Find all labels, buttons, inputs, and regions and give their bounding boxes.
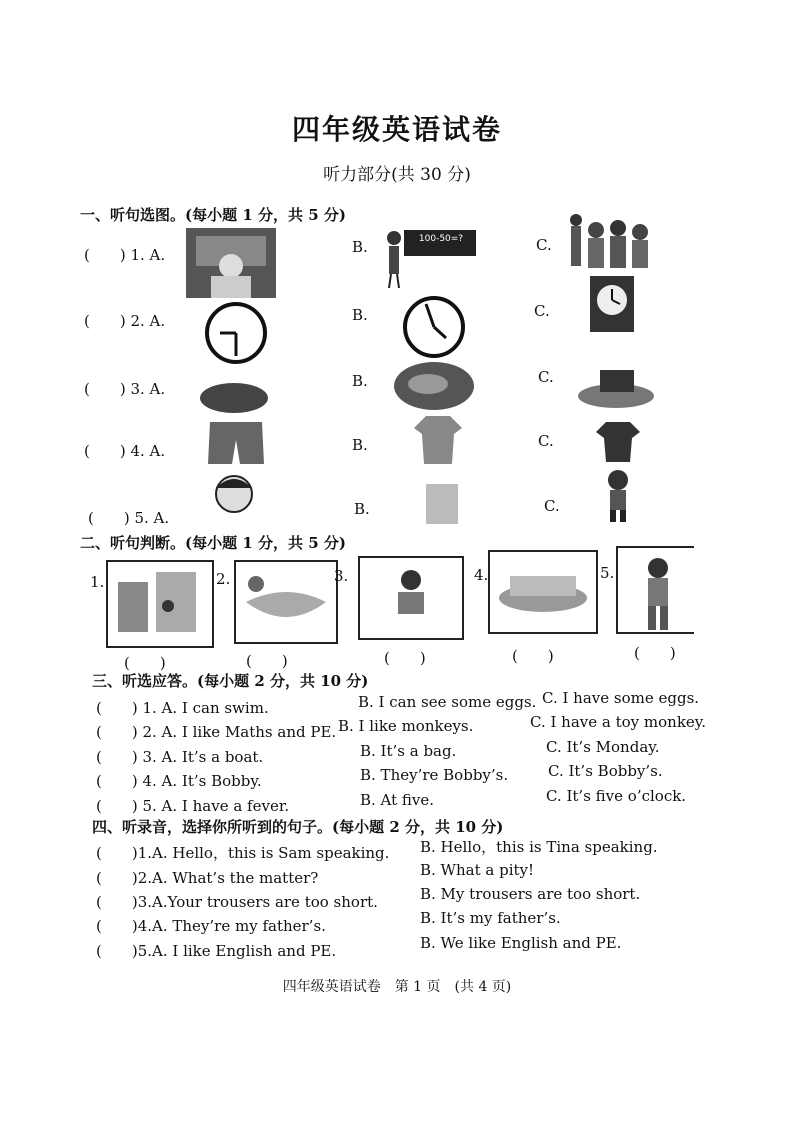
s3-q5-b: B. At five. [360, 791, 435, 809]
s2-item1-blank[interactable]: ( ) [124, 654, 166, 672]
s3-q1-b: B. I can see some eggs. [358, 693, 537, 711]
s1-q3-b: B. [352, 372, 368, 390]
s1-q2-b: B. [352, 306, 368, 324]
s2-item2-num: 2. [216, 570, 231, 588]
s3-q1-c: C. I have some eggs. [542, 689, 700, 707]
s2-item5-blank[interactable]: ( ) [634, 644, 676, 662]
page-subtitle: 听力部分(共 30 分) [323, 165, 471, 185]
s1-q4-label: ( ) 4. A. [84, 442, 166, 460]
s3-q5-a: ( ) 5. A. I have a fever. [96, 797, 290, 815]
s3-q2-b: B. I like monkeys. [338, 717, 474, 735]
s1-q1-c: C. [536, 236, 552, 254]
s4-q5-b: B. We like English and PE. [420, 934, 622, 952]
s3-q4-a: ( ) 4. A. It’s Bobby. [96, 772, 262, 790]
s2-picture-1 [106, 560, 214, 648]
s1-q2-c: C. [534, 302, 550, 320]
s1-q5-label: ( ) 5. A. [88, 509, 170, 527]
s3-q2-c: C. I have a toy monkey. [530, 713, 707, 731]
s4-q1-b: B. Hello，this is Tina speaking. [420, 838, 658, 856]
s1-q2-label: ( ) 2. A. [84, 312, 166, 330]
s1-q3-c: C. [538, 368, 554, 386]
s3-q1-a: ( ) 1. A. I can swim. [96, 699, 269, 717]
s3-q3-c: C. It’s Monday. [546, 738, 660, 756]
family-picture [566, 208, 652, 270]
s2-picture-4 [488, 550, 598, 634]
shirt-picture [412, 414, 464, 466]
s3-q3-b: B. It’s a bag. [360, 742, 457, 760]
s3-q2-a: ( ) 2. A. I like Maths and PE. [96, 723, 337, 741]
food-plate-picture [392, 358, 476, 414]
s1-q4-b: B. [352, 436, 368, 454]
math-blackboard-picture [382, 224, 478, 288]
s4-q3-b: B. My trousers are too short. [420, 885, 641, 903]
section1-heading: 一、听句选图。(每小题 1 分，共 5 分) [80, 206, 346, 224]
section4-heading: 四、听录音，选择你所听到的句子。(每小题 2 分，共 10 分) [92, 818, 504, 836]
child-picture [602, 468, 634, 522]
s3-q4-c: C. It’s Bobby’s. [548, 762, 663, 780]
s2-picture-3 [358, 556, 464, 640]
s1-q4-c: C. [538, 432, 554, 450]
section3-heading: 三、听选应答。(每小题 2 分，共 10 分) [92, 672, 369, 690]
s4-q1-a: ( )1.A. Hello，this is Sam speaking. [96, 844, 390, 862]
s2-item4-num: 4. [474, 566, 489, 584]
s2-picture-5 [616, 546, 694, 634]
s1-q5-b: B. [354, 500, 370, 518]
boy-head-picture [210, 470, 258, 524]
s3-q4-b: B. They’re Bobby’s. [360, 766, 509, 784]
bread-picture [198, 380, 270, 414]
s2-item4-blank[interactable]: ( ) [512, 647, 554, 665]
page-footer: 四年级英语试卷 第 1 页 (共 4 页) [282, 979, 512, 995]
clock-picture-b [400, 294, 468, 360]
clothes-picture [416, 474, 468, 526]
section2-heading: 二、听句判断。(每小题 1 分，共 5 分) [80, 534, 346, 552]
s1-q5-c: C. [544, 497, 560, 515]
s3-q5-c: C. It’s five o’clock. [546, 787, 687, 805]
s2-item5-num: 5. [600, 564, 615, 582]
s4-q4-a: ( )4.A. They’re my father’s. [96, 917, 326, 935]
blackboard-text: 100-50=? [418, 234, 464, 244]
clock-picture-a [202, 300, 270, 366]
shorts-picture [206, 418, 266, 468]
teacher-picture [186, 228, 276, 298]
s2-item3-num: 3. [334, 567, 349, 585]
s1-q1-label: ( ) 1. A. [84, 246, 166, 264]
s2-item2-blank[interactable]: ( ) [246, 652, 288, 670]
s4-q5-a: ( )5.A. I like English and PE. [96, 942, 337, 960]
s2-item1-num: 1. [90, 573, 105, 591]
s4-q2-b: B. What a pity! [420, 861, 535, 879]
s1-q1-b: B. [352, 238, 368, 256]
s3-q3-a: ( ) 3. A. It’s a boat. [96, 748, 264, 766]
s4-q2-a: ( )2.A. What’s the matter? [96, 869, 319, 887]
s4-q3-a: ( )3.A.Your trousers are too short. [96, 893, 378, 911]
s1-q3-label: ( ) 3. A. [84, 380, 166, 398]
s2-picture-2 [234, 560, 338, 644]
wall-clock-picture [588, 274, 636, 334]
s2-item3-blank[interactable]: ( ) [384, 649, 426, 667]
cake-picture [576, 362, 656, 410]
tshirt-picture [594, 420, 642, 464]
s4-q4-b: B. It’s my father’s. [420, 909, 561, 927]
page-title: 四年级英语试卷 [291, 113, 502, 146]
